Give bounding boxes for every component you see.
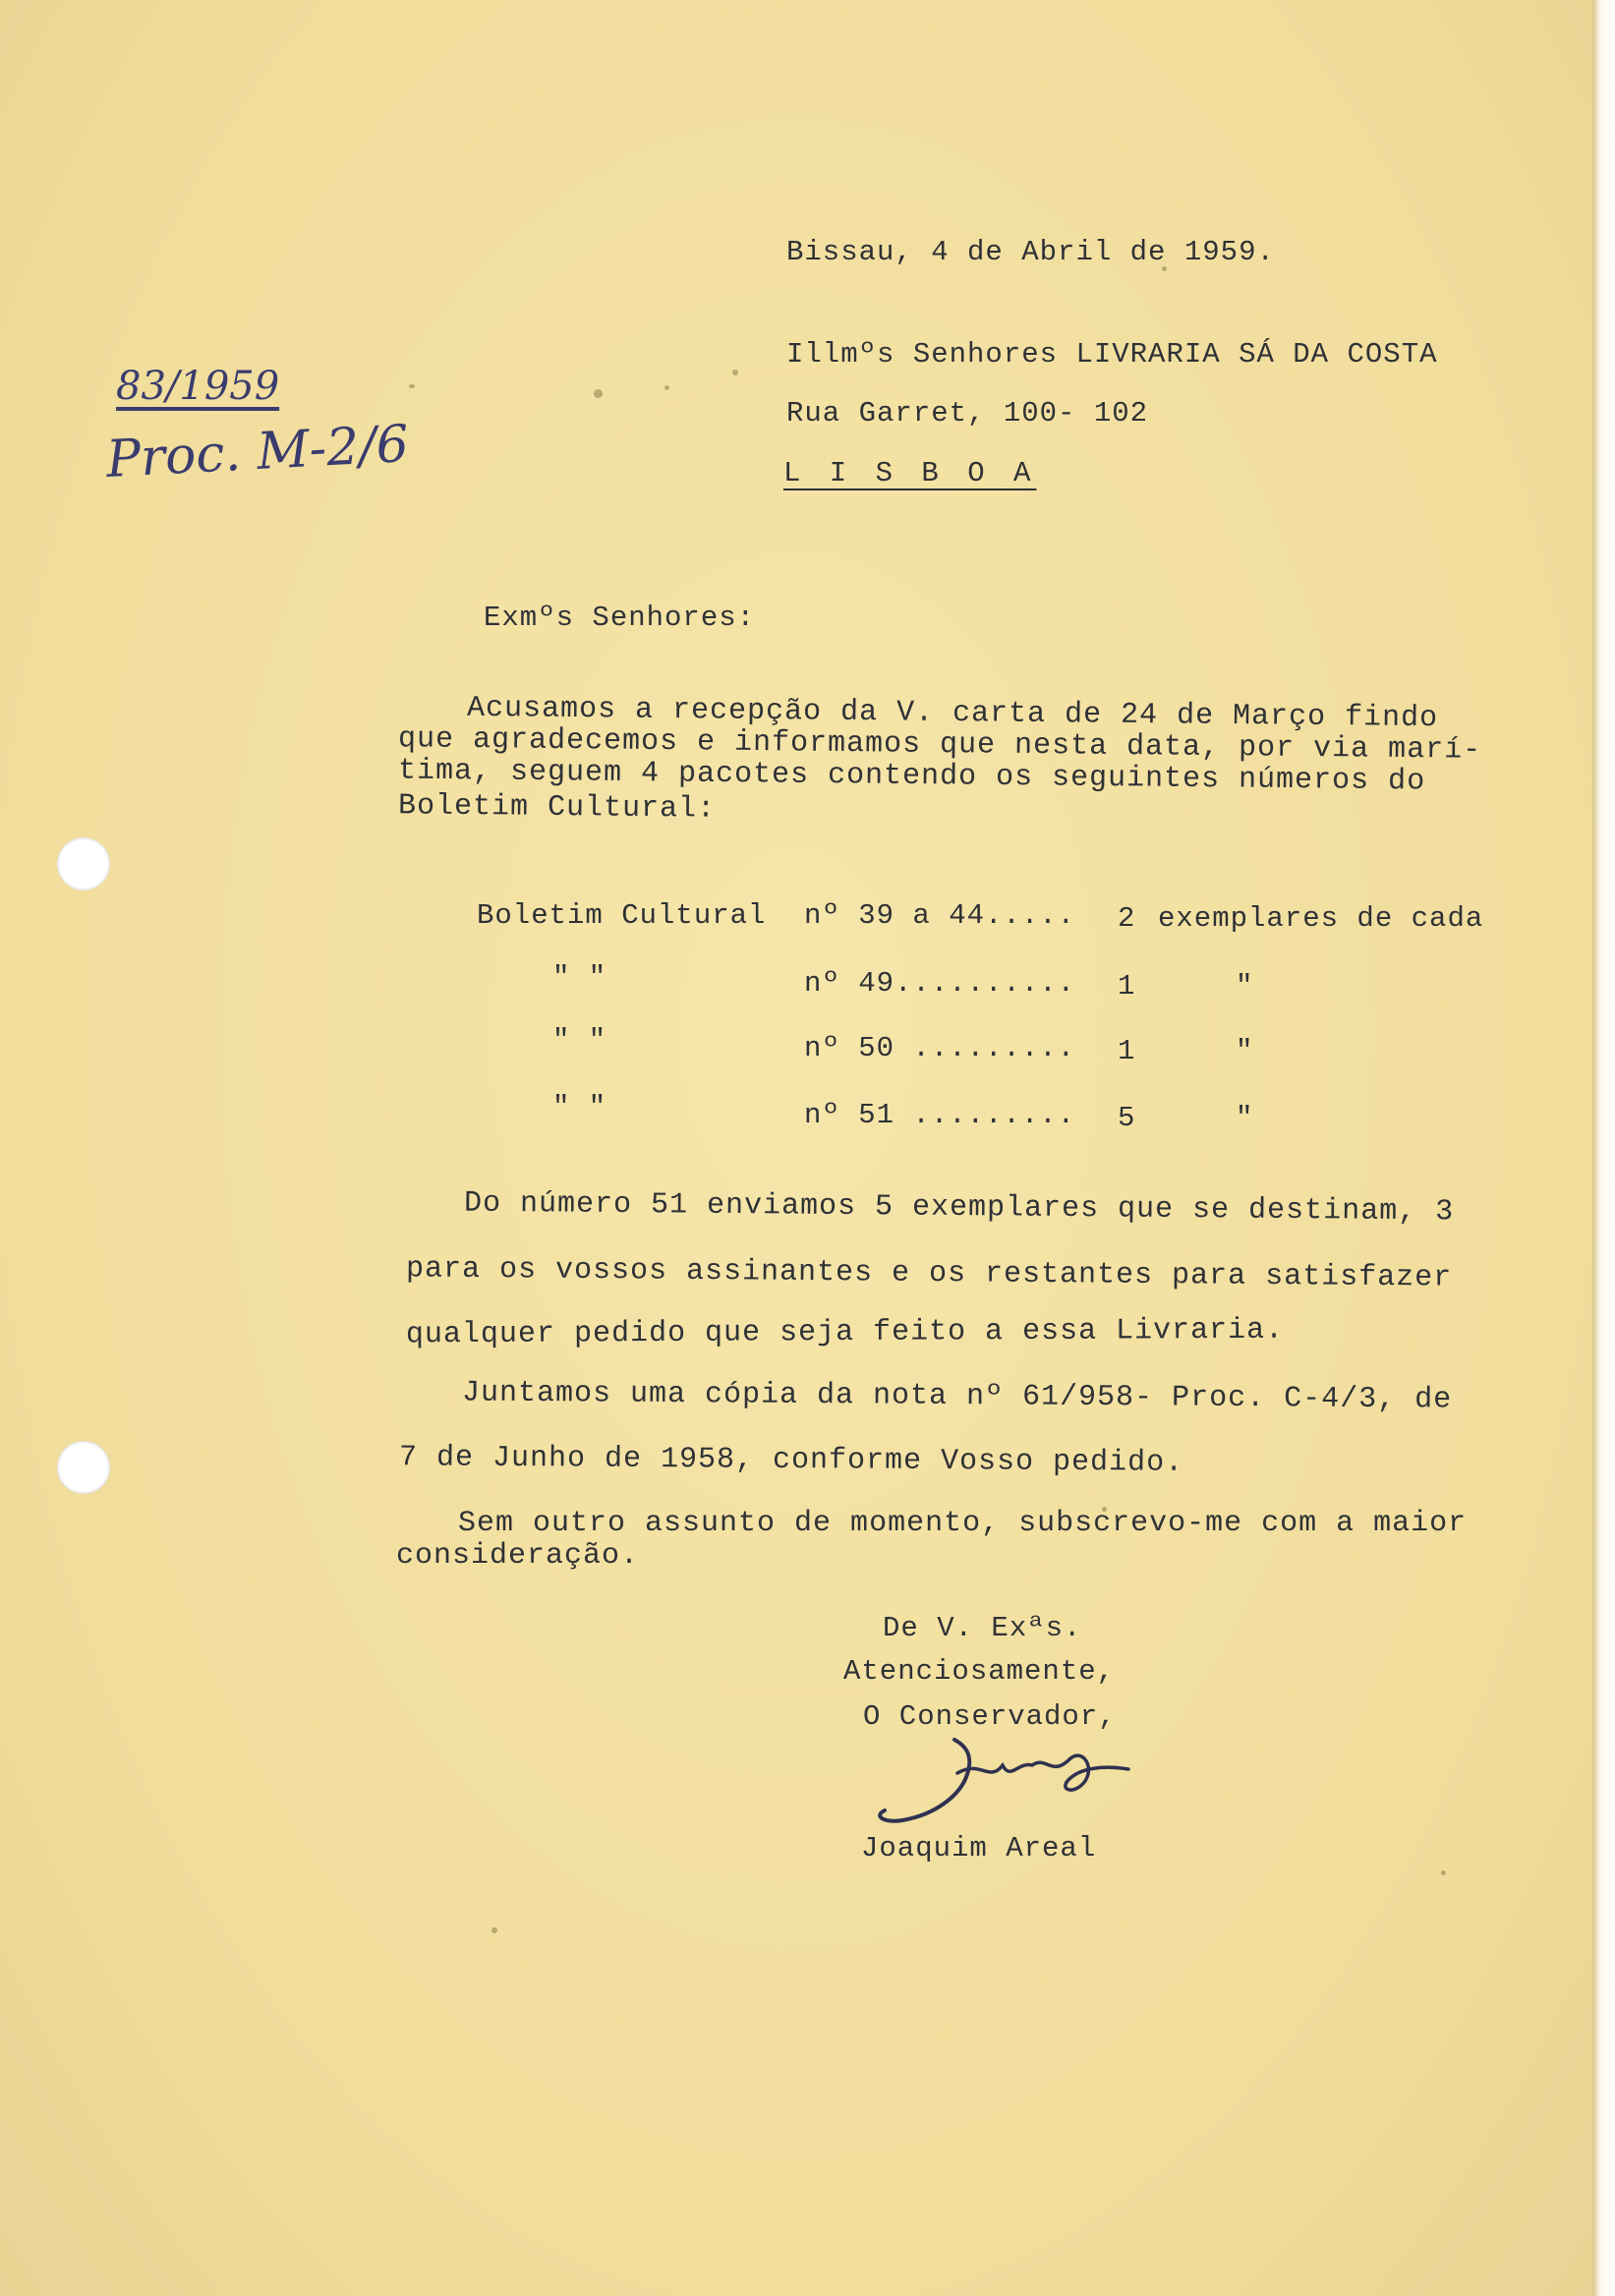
- recipient-street: Rua Garret, 100- 102: [786, 397, 1149, 430]
- list-row-2-number: nº 49..........: [804, 967, 1076, 1000]
- paper-speck: [594, 389, 603, 398]
- paper-speck: [1441, 1870, 1446, 1875]
- place-date: Bissau, 4 de Abril de 1959.: [786, 236, 1275, 268]
- paragraph-4-line-1: Sem outro assunto de momento, subscrevo-me com a maior: [458, 1507, 1468, 1540]
- list-row-2-unit: ": [1236, 970, 1254, 1003]
- list-row-1-unit: exemplares de cada: [1158, 902, 1484, 935]
- paragraph-1-line-2: que agradecemos e informamos que nesta data, por via marí-: [397, 722, 1482, 768]
- list-row-3-number: nº 50 .........: [804, 1032, 1076, 1064]
- paper-speck: [491, 1927, 497, 1933]
- list-row-1-title: Boletim Cultural: [477, 899, 767, 932]
- paper-edge: [1592, 0, 1615, 2296]
- paragraph-3-line-2: 7 de Junho de 1958, conforme Vosso pedido.: [398, 1441, 1184, 1480]
- list-row-4-qty: 5: [1118, 1102, 1136, 1134]
- list-row-4-unit: ": [1236, 1102, 1254, 1134]
- paragraph-3-line-1: Juntamos uma cópia da nota nº 61/958- Proc. C-4/3, de: [461, 1376, 1453, 1417]
- handwritten-signature: [863, 1726, 1148, 1834]
- list-row-2-qty: 1: [1118, 970, 1136, 1003]
- paragraph-1-line-4: Boletim Cultural:: [397, 789, 717, 827]
- list-row-4-title: " ": [552, 1091, 607, 1123]
- paragraph-1-line-3: tima, seguem 4 pacotes contendo os seguintes números do: [397, 754, 1426, 799]
- list-row-3-unit: ": [1236, 1035, 1254, 1067]
- closing-courtesy: De V. Exªs.: [883, 1612, 1082, 1644]
- paper-speck: [409, 384, 415, 388]
- paragraph-1-line-1: Acusamos a recepção da V. carta de 24 de Março findo: [466, 691, 1439, 736]
- signatory-name: Joaquim Areal: [861, 1832, 1097, 1865]
- punch-hole-bottom: [57, 1441, 110, 1494]
- closing-regards: Atenciosamente,: [843, 1655, 1116, 1688]
- list-row-3-qty: 1: [1118, 1035, 1136, 1067]
- recipient-city: L I S B O A: [783, 457, 1037, 489]
- marginal-note-number: 83/1959: [116, 364, 280, 409]
- paragraph-2-line-3: qualquer pedido que seja feito a essa Livraria.: [405, 1313, 1285, 1352]
- list-row-1-qty: 2: [1118, 902, 1136, 935]
- list-row-1-number: nº 39 a 44.....: [804, 899, 1076, 932]
- list-row-2-title: " ": [552, 961, 607, 994]
- paragraph-2-line-1: Do número 51 enviamos 5 exemplares que se destinam, 3: [463, 1186, 1455, 1230]
- paper-speck: [732, 370, 738, 375]
- salutation: Exmºs Senhores:: [484, 602, 756, 634]
- list-row-3-title: " ": [552, 1024, 607, 1057]
- paper-speck: [664, 385, 669, 390]
- recipient-title: Illmºs Senhores LIVRARIA SÁ DA COSTA: [786, 338, 1438, 371]
- list-row-4-number: nº 51 .........: [804, 1099, 1076, 1131]
- marginal-note-process: Proc. M-2/6: [104, 414, 411, 490]
- closing-role: O Conservador,: [863, 1700, 1117, 1733]
- paragraph-4-line-2: consideração.: [396, 1539, 640, 1573]
- paragraph-2-line-2: para os vossos assinantes e os restantes para satisfazer: [405, 1252, 1453, 1295]
- punch-hole-top: [57, 837, 110, 890]
